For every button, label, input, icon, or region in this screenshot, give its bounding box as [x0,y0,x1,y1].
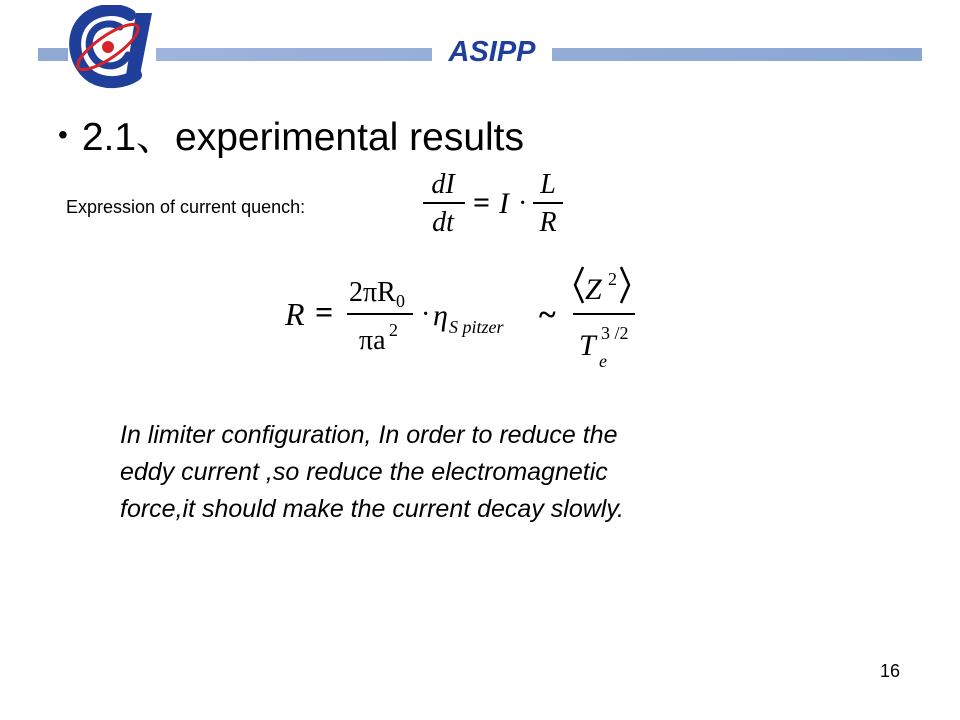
heading-text: 2.1、experimental results [81,116,525,159]
f2-numerator-subscript: 0 [396,291,405,311]
f2-T-subscript: e [599,351,607,371]
f2-tilde: ~ [539,296,556,332]
f2-right-angle-bracket [621,267,629,303]
f1-lhs-numerator: dI [431,169,455,200]
f2-left-angle-bracket [575,267,583,303]
f2-dot: · [421,299,431,330]
f1-current: I [499,187,509,220]
current-quench-formula [415,163,575,243]
f2-equals: = [315,294,334,330]
f2-numerator: 2πR [349,277,396,308]
expression-label: Expression of current quench: [66,197,306,217]
f2-denominator-superscript: 2 [389,320,398,340]
f2-eta: η [433,299,448,332]
f1-denominator: R [539,207,557,238]
f2-R: R [285,296,305,332]
page-number: 16 [879,661,901,681]
f1-dot: · [518,188,528,219]
f2-Z-superscript: 2 [608,269,617,289]
slide-body-text: In limiter configuration, In order to reduce the eddy current ,so reduce the electromagnetic force,it should make the current decay slowly. [120,421,624,523]
slide-heading [58,110,524,163]
f1-lhs-denominator: dt [432,207,454,238]
resistance-formula [283,259,653,371]
f2-Z: Z [585,273,602,306]
f2-eta-subscript: S pitzer [449,317,504,337]
bullet-point: • [58,119,68,150]
brand-title: ASIPP [432,30,552,74]
f2-T: T [579,329,596,362]
asipp-logo-icon [66,5,160,89]
f1-equals: = [473,186,491,219]
f2-T-superscript: 3 /2 [601,323,629,343]
f1-numerator: L [540,169,556,200]
f2-denominator: πa [359,325,386,356]
header-bar-left [38,48,68,61]
